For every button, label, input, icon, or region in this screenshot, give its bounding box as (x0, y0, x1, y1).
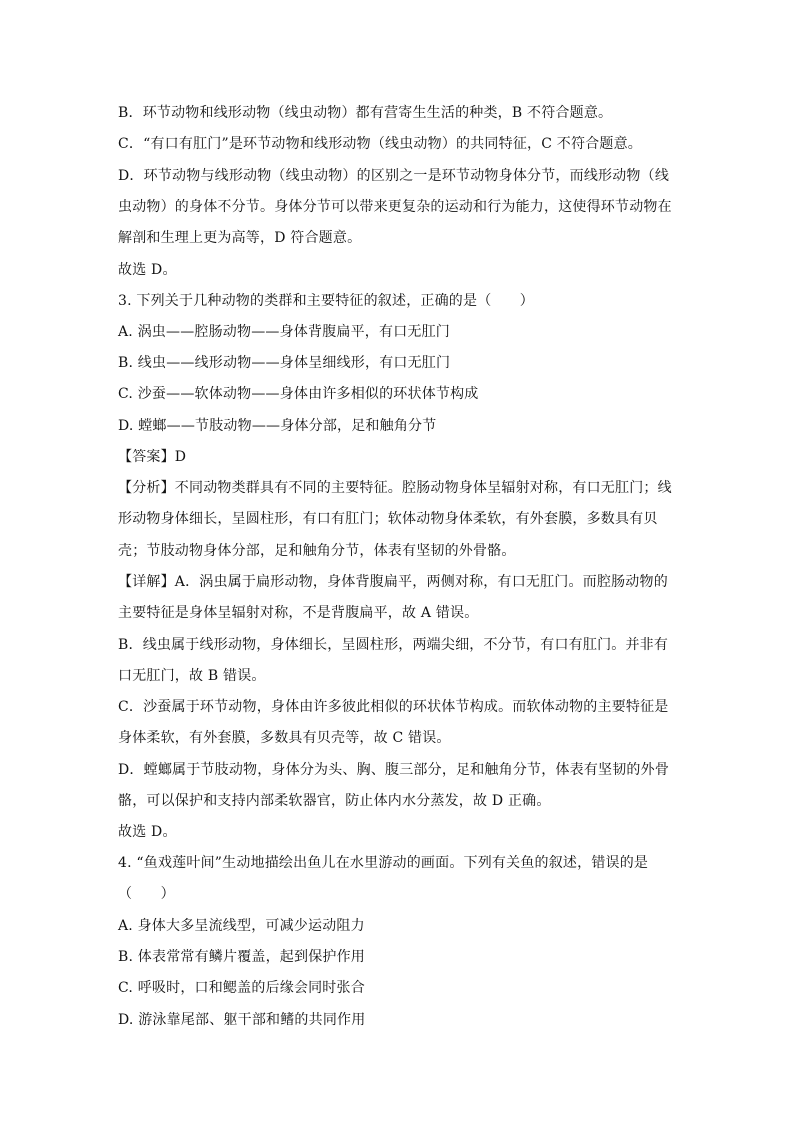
option-d: D. 游泳靠尾部、躯干部和鳍的共同作用 (118, 1012, 366, 1028)
text-line: 故选 D。 (118, 824, 177, 840)
option-b: B. 线虫——线形动物——身体呈细线形，有口无肛门 (118, 355, 451, 371)
text-line: 虫动物）的身体不分节。身体分节可以带来更复杂的运动和行为能力，这使得环节动物在 (118, 199, 672, 215)
question-3-stem: 3. 下列关于几种动物的类群和主要特征的叙述，正确的是（ ） (118, 293, 535, 309)
text-line: C．“有口有肛门”是环节动物和线形动物（线虫动物）的共同特征，C 不符合题意。 (118, 136, 642, 152)
detail-line: B．线虫属于线形动物，身体细长，呈圆柱形，两端尖细，不分节，有口有肛门。并非有 (118, 637, 669, 653)
option-b: B. 体表常常有鳞片覆盖，起到保护作用 (118, 949, 365, 965)
detail-line: 口无肛门，故 B 错误。 (118, 668, 266, 684)
question-4-stem: 4. “鱼戏莲叶间”生动地描绘出鱼儿在水里游动的画面。下列有关鱼的叙述，错误的是 (118, 855, 649, 871)
question-4-stem: （ ） (118, 886, 175, 902)
answer-line: 【答案】D (118, 449, 187, 465)
option-a: A. 身体大多呈流线型，可减少运动阻力 (118, 918, 365, 934)
text-line: B．环节动物和线形动物（线虫动物）都有营寄生生活的种类，B 不符合题意。 (118, 105, 613, 121)
analysis-line: 形动物身体细长，呈圆柱形，有口有肛门；软体动物身体柔软，有外套膜，多数具有贝 (118, 511, 658, 527)
detail-line: 主要特征是身体呈辐射对称，不是背腹扁平，故 A 错误。 (118, 605, 479, 621)
detail-line: C．沙蚕属于环节动物，身体由许多彼此相似的环状体节构成。而软体动物的主要特征是 (118, 699, 669, 715)
detail-line: 身体柔软，有外套膜，多数具有贝壳等，故 C 错误。 (118, 730, 451, 746)
analysis-line: 【分析】不同动物类群具有不同的主要特征。腔肠动物身体呈辐射对称，有口无肛门；线 (118, 480, 672, 496)
text-line: 故选 D。 (118, 262, 177, 278)
text-line: 解剖和生理上更为高等，D 符合题意。 (118, 230, 362, 246)
text-line: D．环节动物与线形动物（线虫动物）的区别之一是环节动物身体分节，而线形动物（线 (118, 168, 670, 184)
detail-line: 【详解】A．涡虫属于扁形动物，身体背腹扁平，两侧对称，有口无肛门。而腔肠动物的 (118, 574, 668, 590)
detail-line: 骼，可以保护和支持内部柔软器官，防止体内水分蒸发，故 D 正确。 (118, 793, 551, 809)
analysis-line: 壳；节肢动物身体分部，足和触角分节，体表有坚韧的外骨骼。 (118, 543, 516, 559)
option-c: C. 沙蚕——软体动物——身体由许多相似的环状体节构成 (118, 386, 479, 402)
option-c: C. 呼吸时，口和鳃盖的后缘会同时张合 (118, 980, 365, 996)
option-d: D. 螳螂——节肢动物——身体分部，足和触角分节 (118, 418, 437, 434)
detail-line: D．螳螂属于节肢动物，身体分为头、胸、腹三部分，足和触角分节，体表有坚韧的外骨 (118, 762, 670, 778)
option-a: A. 涡虫——腔肠动物——身体背腹扁平，有口无肛门 (118, 324, 451, 340)
